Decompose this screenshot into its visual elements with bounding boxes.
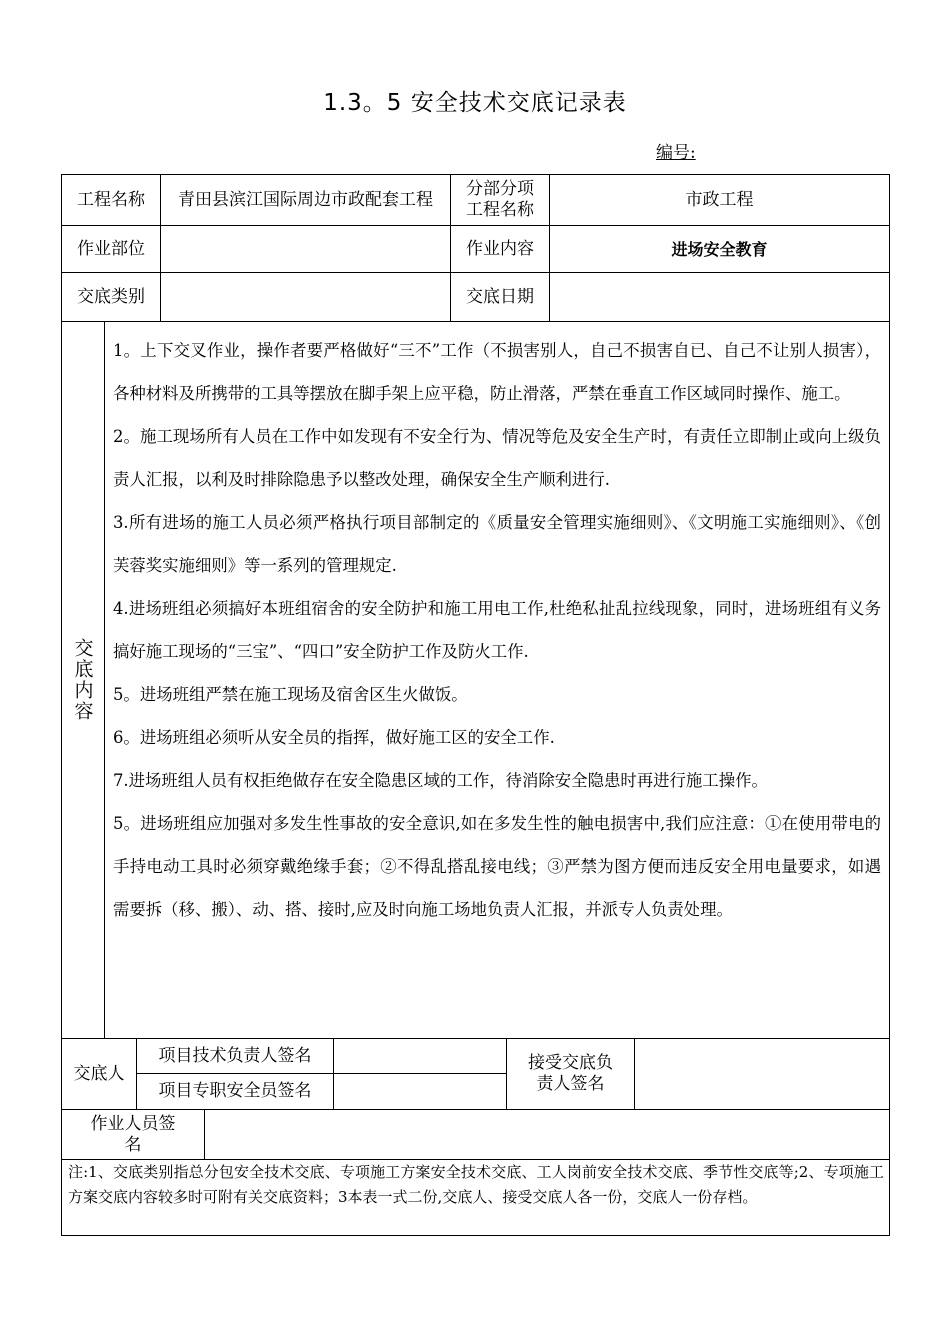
content-item: 6。进场班组必须听从安全员的指挥，做好施工区的安全工作.: [113, 728, 555, 747]
content-section-label: 交底内容: [71, 638, 94, 722]
project-name-label: 工程名称: [77, 189, 145, 210]
tech-lead-signature-field[interactable]: [334, 1039, 506, 1073]
disclosure-type-label: 交底类别: [77, 286, 145, 307]
discloser-label: 交底人: [73, 1063, 125, 1084]
project-name-value: 青田县滨江国际周边市政配套工程: [178, 189, 433, 210]
sub-project-value: 市政工程: [685, 189, 754, 210]
content-item: 5。进场班组应加强对多发生性事故的安全意识,如在多发生性的触电损害中,我们应注意：①在使用带电的手持电动工具时必须穿戴绝缘手套；②不得乱搭乱接电线；③严禁为图方便而违反安全用电量要求，如遇需要拆（移、搬）、动、搭、接时,应及时向施工场地负责人汇报，并派专人负责处理。: [113, 814, 881, 919]
tech-lead-sign-label: 项目技术负责人签名: [158, 1045, 312, 1066]
receiver-signature-field[interactable]: [635, 1039, 889, 1109]
footnote: 注:1、交底类别指总分包安全技术交底、专项施工方案安全技术交底、工人岗前安全技术交底、季节性交底等;2、专项施工方案交底内容较多时可附有关交底资料；3本表一式二份,交底人、接受交底人各一份，交底人一份存档。: [68, 1163, 884, 1206]
disclosure-date-label: 交底日期: [466, 286, 534, 307]
content-item: 2。施工现场所有人员在工作中如发现有不安全行为、情况等危及安全生产时，有责任立即制止或向上级负责人汇报，以利及时排除隐患予以整改处理，确保安全生产顺利进行.: [113, 427, 881, 489]
sub-project-label: 分部分项工程名称: [466, 179, 534, 220]
disclosure-type-value: [161, 273, 450, 321]
receiver-sign-label: 接受交底负责人签名: [528, 1053, 613, 1094]
work-location-label: 作业部位: [77, 238, 145, 259]
content-item: 7.进场班组人员有权拒绝做存在安全隐患区域的工作，待消除安全隐患时再进行施工操作。: [113, 771, 768, 790]
safety-officer-sign-label: 项目专职安全员签名: [158, 1081, 312, 1101]
content-item: 4.进场班组必须搞好本班组宿舍的安全防护和施工用电工作,杜绝私扯乱拉线现象，同时，进场班组有义务搞好施工现场的“三宝”、“四口”安全防护工作及防火工作.: [113, 599, 881, 661]
workers-signature-field[interactable]: [205, 1110, 889, 1159]
content-item: 1。上下交叉作业，操作者要严格做好“三不”工作（不损害别人，自己不损害自已、自己不让别人损害），各种材料及所携带的工具等摆放在脚手架上应平稳，防止滑落，严禁在垂直工作区域同时操作、施工。: [113, 341, 881, 403]
work-content-label: 作业内容: [466, 238, 534, 259]
safety-officer-signature-field[interactable]: [334, 1074, 506, 1109]
disclosure-content: [113, 329, 881, 931]
work-content-value: 进场安全教育: [671, 239, 768, 259]
workers-sign-label: 作业人员签名: [90, 1113, 176, 1155]
content-item: 3.所有进场的施工人员必须严格执行项目部制定的《质量安全管理实施细则》、《文明施工实施细则》、《创芙蓉奖实施细则》等一系列的管理规定.: [113, 513, 881, 575]
content-item: 5。进场班组严禁在施工现场及宿舍区生火做饭。: [113, 685, 468, 704]
serial-number-label: 编号:: [656, 143, 696, 163]
work-location-value: [161, 226, 450, 272]
disclosure-date-value: [550, 273, 889, 321]
page-title: 1.3。5 安全技术交底记录表: [323, 90, 627, 116]
